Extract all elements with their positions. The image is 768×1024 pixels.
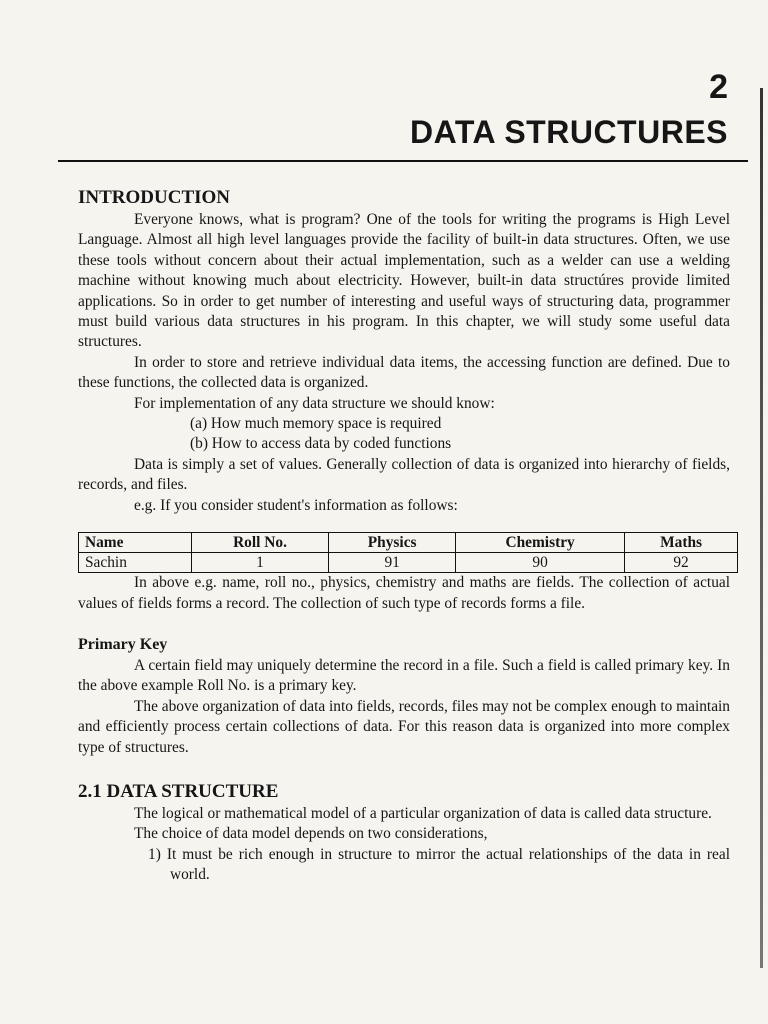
chapter-title: DATA STRUCTURES — [410, 114, 728, 150]
table-header-physics: Physics — [329, 533, 456, 553]
section-2-1-heading: 2.1 DATA STRUCTURE — [78, 780, 279, 802]
table-cell: 90 — [456, 553, 625, 573]
intro-paragraph-2: In order to store and retrieve individual data items, the accessing function are defined. Due to these functions, the collected data is organized. — [78, 353, 730, 392]
table-header-name: Name — [79, 533, 192, 553]
table-header-roll: Roll No. — [191, 533, 328, 553]
table-cell: 1 — [191, 553, 328, 573]
table-cell: 91 — [329, 553, 456, 573]
primary-key-paragraph-2: The above organization of data into fields, records, files may not be complex enough to maintain and efficiently process certain collections of data. For this reason data is organized into more complex type of structures. — [78, 697, 730, 756]
intro-paragraph-3: For implementation of any data structure we should know: — [134, 394, 495, 412]
table-row — [79, 553, 738, 573]
table-header-chemistry: Chemistry — [456, 533, 625, 553]
section-2-1-paragraph-2: The choice of data model depends on two considerations, — [134, 825, 488, 843]
title-rule — [58, 160, 748, 162]
primary-key-paragraph-1: A certain field may uniquely determine the record in a file. Such a field is called primary key. In the above example Roll No. is a primary key. — [78, 656, 730, 695]
introduction-heading: INTRODUCTION — [78, 187, 231, 208]
section-2-1-paragraph-1: The logical or mathematical model of a particular organization of data is called data structure. — [134, 804, 712, 822]
table-cell: Sachin — [79, 553, 192, 573]
intro-paragraph-4: Data is simply a set of values. Generally collection of data is organized into hierarchy of fields, records, and files. — [78, 455, 730, 494]
primary-key-heading: Primary Key — [78, 635, 168, 653]
table-cell: 92 — [625, 553, 738, 573]
consideration-item-1: 1) It must be rich enough in structure to mirror the actual relationships of the data in real world. — [148, 845, 730, 884]
list-item-a: (a) How much memory space is required — [190, 415, 442, 433]
table-header-row — [79, 533, 738, 553]
intro-paragraph-1: Everyone knows, what is program? One of the tools for writing the programs is High Level Language. Almost all high level languages provide the facility of built-in data structures. Often, we use these tools without concern about their actual implementation, such as a welder can use a welding machine without knowing much about electricity. However, built-in data structúres provide limited applications. So in order to get number of interesting and useful ways of structuring data, programmer must build various data structures in his program. In this chapter, we will study some useful data structures. — [78, 211, 730, 351]
chapter-number: 2 — [709, 68, 728, 106]
page-edge-shadow — [760, 88, 763, 968]
table-header-maths: Maths — [625, 533, 738, 553]
after-table-paragraph: In above e.g. name, roll no., physics, chemistry and maths are fields. The collection of actual values of fields forms a record. The collection of such type of records forms a file. — [78, 574, 730, 612]
student-table — [78, 532, 738, 573]
list-item-b: (b) How to access data by coded functions — [190, 435, 452, 453]
intro-paragraph-5: e.g. If you consider student's information as follows: — [134, 496, 458, 514]
page-body — [78, 186, 730, 886]
